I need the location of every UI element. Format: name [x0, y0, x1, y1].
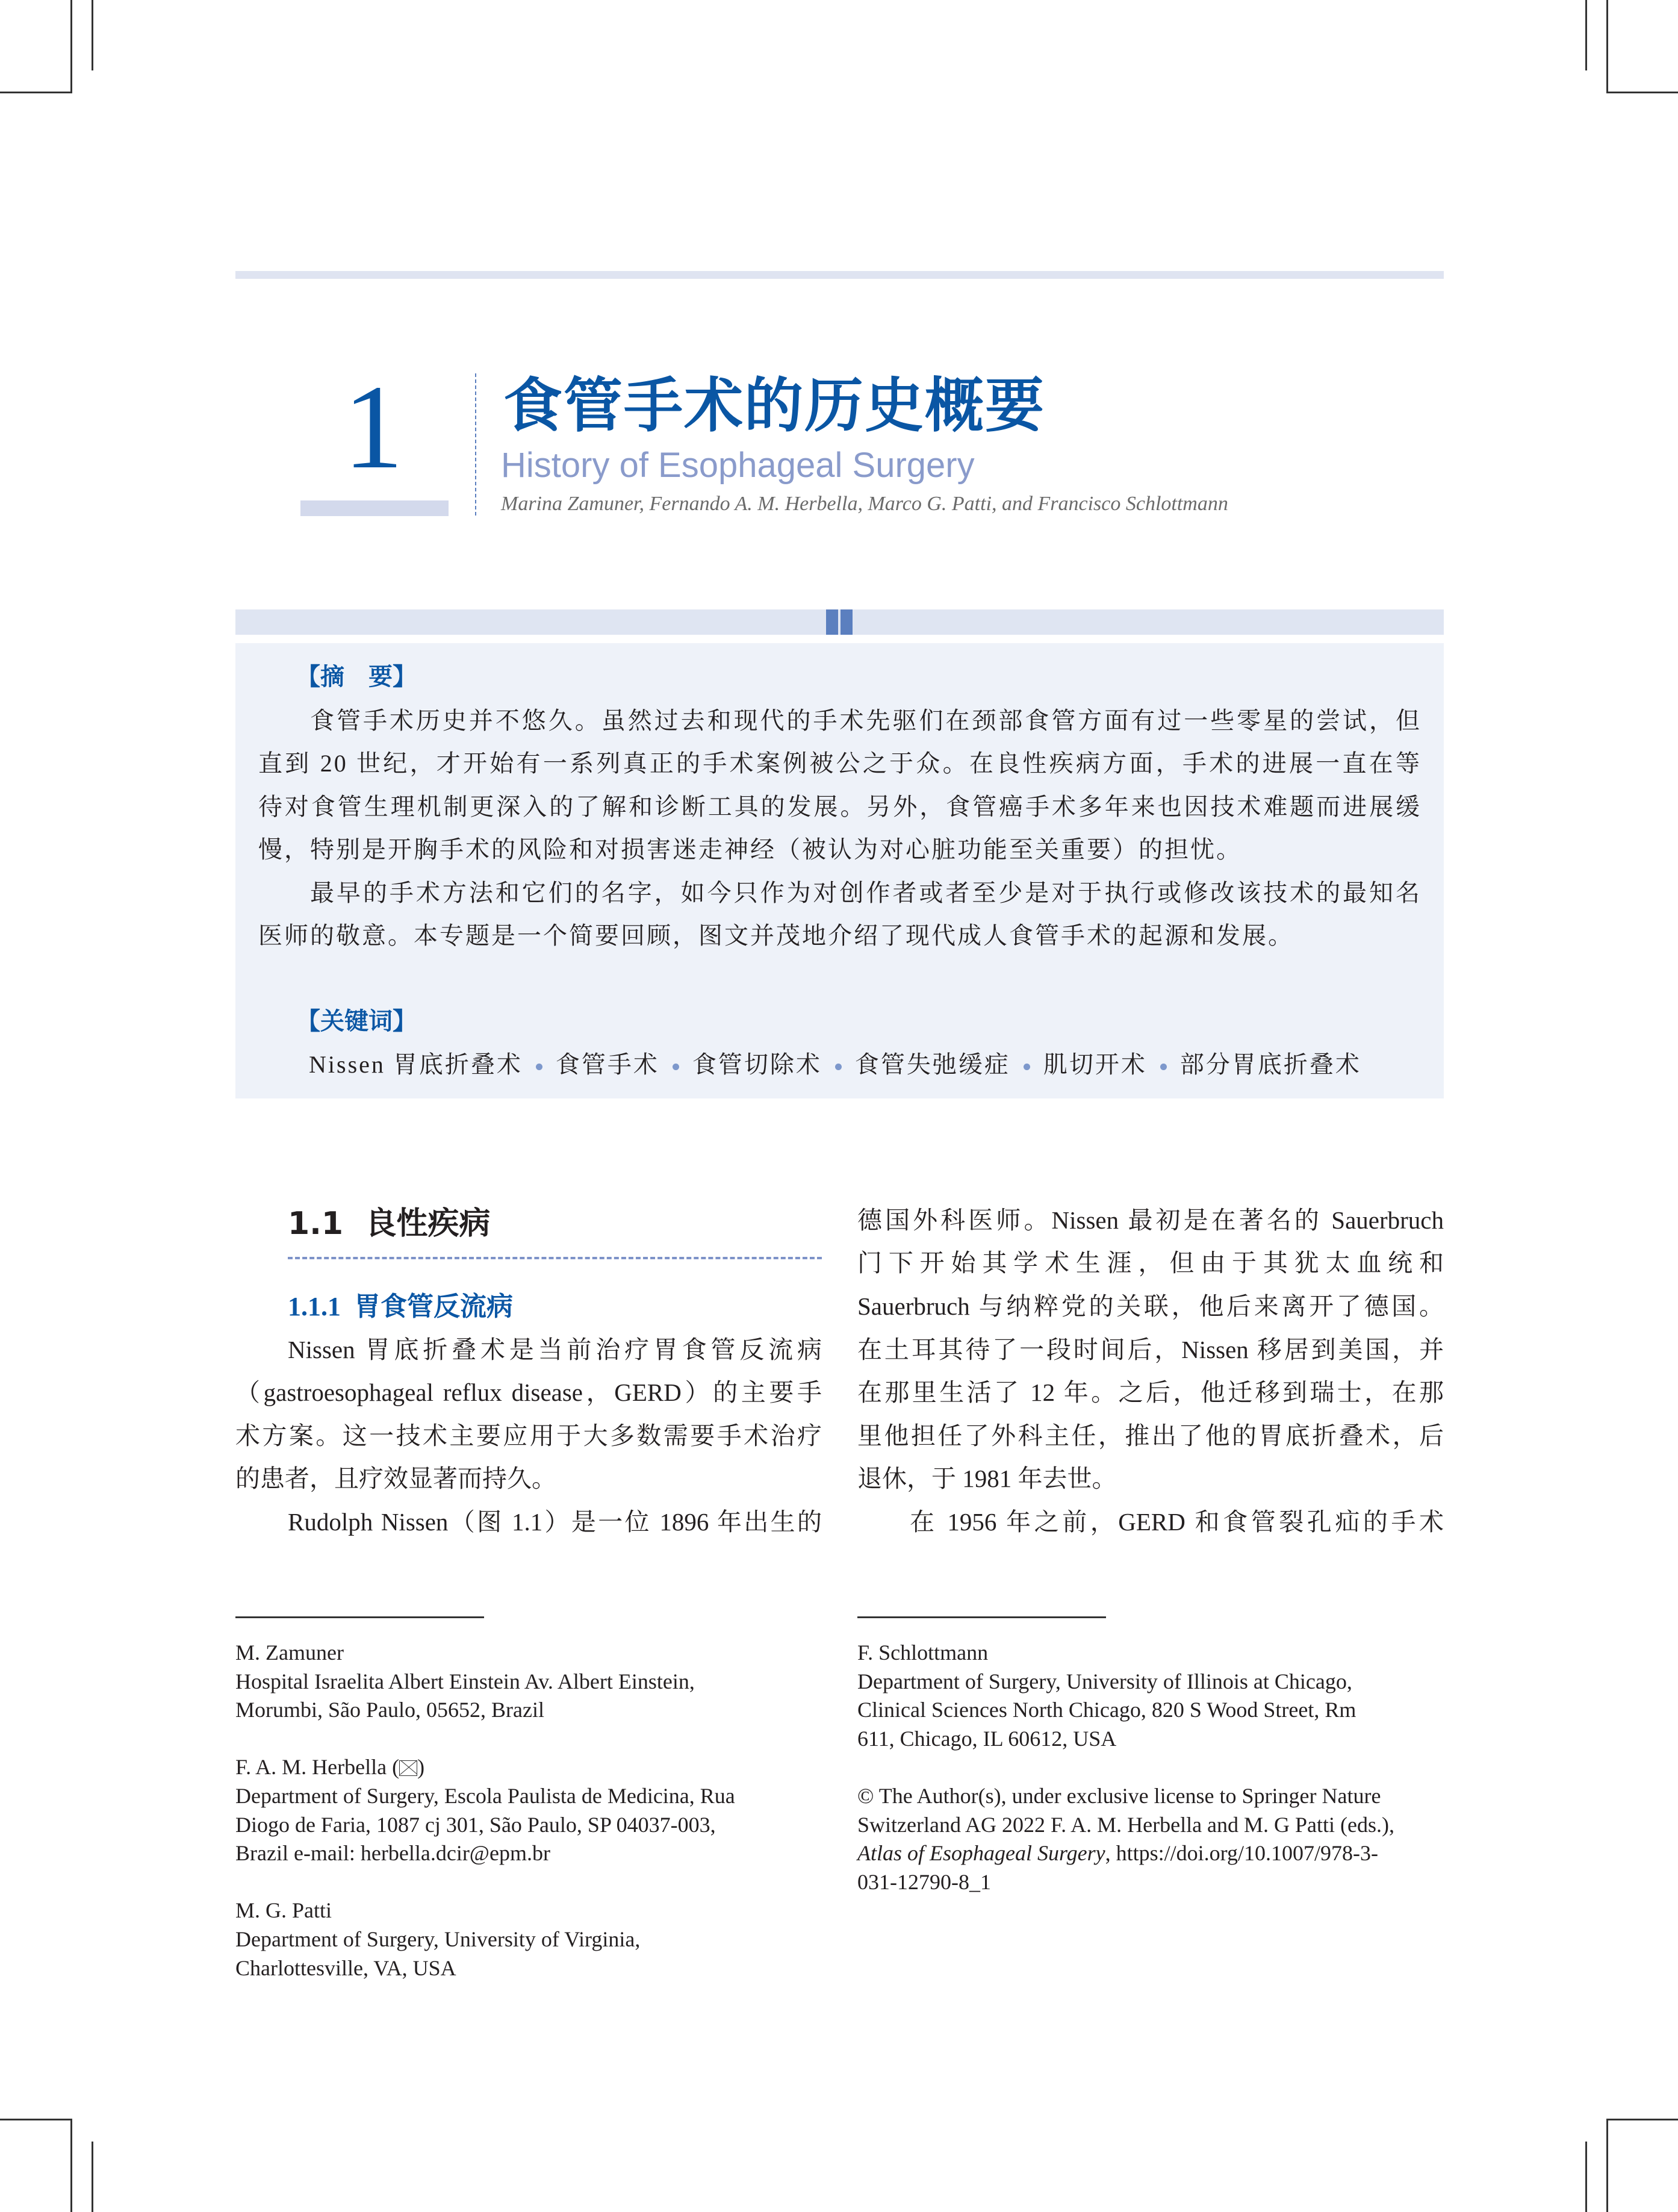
- keyword: 肌切开术: [1043, 1051, 1147, 1078]
- abstract-label: 【摘 要】: [296, 663, 417, 691]
- copyright-line: Switzerland AG 2022 F. A. M. Herbella and M. G Patti (eds.),: [857, 1813, 1395, 1837]
- keyword: Nissen 胃底折叠术: [309, 1051, 523, 1078]
- keywords-label: 【关键词】: [296, 1008, 417, 1035]
- affiliation-name: [235, 1753, 424, 1782]
- doi-link[interactable]: , https://doi.org/10.1007/978-3-: [1105, 1841, 1378, 1865]
- body-line: （gastroesophageal reflux disease，GERD）的主要手: [235, 1379, 822, 1406]
- crop-mark: [92, 2142, 93, 2212]
- bullet-icon: [1160, 1064, 1167, 1070]
- band-marker: [826, 609, 838, 635]
- paren: ): [417, 1755, 425, 1779]
- crop-mark: [92, 0, 93, 70]
- body-line: Sauerbruch 与纳粹党的关联，他后来离开了德国。: [857, 1292, 1444, 1320]
- copyright-line: [857, 1839, 1378, 1868]
- body-line: 里他担任了外科主任，推出了他的胃底折叠术，后: [857, 1422, 1444, 1450]
- chapter-title-cn: 食管手术的历史概要: [503, 372, 1046, 440]
- affiliation-line: Diogo de Faria, 1087 cj 301, São Paulo, SP 04037-003,: [235, 1813, 716, 1837]
- bullet-icon: [673, 1064, 679, 1070]
- abstract-band: [235, 609, 1444, 635]
- affiliation-name: M. G. Patti: [235, 1898, 332, 1922]
- body-line: 在 1956 年之前，GERD 和食管裂孔疝的手术: [910, 1508, 1444, 1536]
- affiliation-line: Morumbi, São Paulo, 05652, Brazil: [235, 1698, 544, 1722]
- bullet-icon: [835, 1064, 842, 1070]
- keyword: 食管手术: [555, 1051, 659, 1078]
- bullet-icon: [1024, 1064, 1030, 1070]
- body-line: 德国外科医师。Nissen 最初是在著名的 Sauerbruch: [857, 1206, 1444, 1234]
- chapter-number: 1: [343, 361, 403, 494]
- affiliation-line: Charlottesville, VA, USA: [235, 1956, 456, 1980]
- abstract-line: 最早的手术方法和它们的名字，如今只作为对创作者或者至少是对于执行或修改该技术的最知名: [310, 879, 1422, 906]
- body-line: 门下开始其学术生涯，但由于其犹太血统和: [857, 1249, 1444, 1277]
- affiliation-line: Hospital Israelita Albert Einstein Av. Albert Einstein,: [235, 1669, 695, 1693]
- abstract-line: 待对食管生理机制更深入的了解和诊断工具的发展。另外，食管癌手术多年来也因技术难题而进展缓: [258, 793, 1422, 820]
- author-name: F. A. M. Herbella (: [235, 1755, 400, 1779]
- crop-mark: [1585, 2142, 1587, 2212]
- body-line: Nissen 胃底折叠术是当前治疗胃食管反流病: [288, 1336, 822, 1363]
- body-line: 在土耳其待了一段时间后，Nissen 移居到美国，并: [857, 1336, 1444, 1363]
- affiliation-line: Brazil e-mail: herbella.dcir@epm.br: [235, 1841, 550, 1865]
- footnote-rule: [857, 1616, 1106, 1618]
- crop-mark: [1606, 92, 1678, 93]
- crop-mark: [0, 2119, 72, 2120]
- section-heading: 1.1 良性疾病: [288, 1206, 491, 1242]
- affiliation-line: Department of Surgery, University of Virginia,: [235, 1927, 641, 1951]
- keyword: 部分胃底折叠术: [1179, 1051, 1361, 1078]
- copyright-line: 031-12790-8_1: [857, 1870, 991, 1894]
- chapter-number-block: [300, 500, 449, 516]
- body-line: 术方案。这一技术主要应用于大多数需要手术治疗: [235, 1422, 822, 1450]
- affiliation-name: M. Zamuner: [235, 1640, 344, 1665]
- affiliation-line: Department of Surgery, Escola Paulista de Medicina, Rua: [235, 1784, 735, 1808]
- body-line: 在那里生活了 12 年。之后，他迁移到瑞士，在那: [857, 1379, 1444, 1406]
- bullet-icon: [536, 1064, 542, 1070]
- keyword: 食管切除术: [692, 1051, 822, 1078]
- body-line: Rudolph Nissen（图 1.1）是一位 1896 年出生的: [288, 1508, 822, 1536]
- affiliation-name: F. Schlottmann: [857, 1640, 989, 1665]
- chapter-authors: Marina Zamuner, Fernando A. M. Herbella, Marco G. Patti, and Francisco Schlottmann: [501, 493, 1228, 515]
- affiliation-line: Department of Surgery, University of Illinois at Chicago,: [857, 1669, 1352, 1693]
- crop-mark: [1585, 0, 1587, 70]
- band-marker: [841, 609, 853, 635]
- crop-mark: [0, 92, 72, 93]
- body-line: 退休，于 1981 年去世。: [857, 1465, 1117, 1492]
- section-divider: [288, 1257, 822, 1259]
- abstract-line: 医师的敬意。本专题是一个简要回顾，图文并茂地介绍了现代成人食管手术的起源和发展。: [258, 922, 1294, 949]
- chapter-title-en: History of Esophageal Surgery: [501, 446, 975, 485]
- envelope-icon: [399, 1760, 417, 1776]
- copyright-line: © The Author(s), under exclusive license to Springer Nature: [857, 1784, 1381, 1808]
- abstract-line: 食管手术历史并不悠久。虽然过去和现代的手术先驱们在颈部食管方面有过一些零星的尝试，但: [310, 707, 1422, 734]
- footnote-rule: [235, 1616, 484, 1618]
- crop-mark: [1606, 2119, 1678, 2120]
- subsection-heading: 1.1.1 胃食管反流病: [288, 1292, 513, 1321]
- keyword: 食管失弛缓症: [854, 1051, 1010, 1078]
- crop-mark: [1606, 2119, 1608, 2212]
- title-divider: [475, 373, 476, 516]
- header-rule: [235, 271, 1444, 279]
- abstract-line: 慢，特别是开胸手术的风险和对损害迷走神经（被认为对心脏功能至关重要）的担忧。: [258, 836, 1242, 863]
- affiliation-line: 611, Chicago, IL 60612, USA: [857, 1727, 1117, 1751]
- book-title: Atlas of Esophageal Surgery: [857, 1841, 1105, 1865]
- keywords-list: [309, 1050, 1361, 1080]
- abstract-line: 直到 20 世纪，才开始有一系列真正的手术案例被公之于众。在良性疾病方面，手术的进展一直在等: [258, 750, 1422, 777]
- body-line: 的患者，且疗效显著而持久。: [235, 1465, 556, 1492]
- affiliation-line: Clinical Sciences North Chicago, 820 S Wood Street, Rm: [857, 1698, 1356, 1722]
- crop-mark: [1606, 0, 1608, 92]
- crop-mark: [70, 2119, 72, 2212]
- crop-mark: [70, 0, 72, 92]
